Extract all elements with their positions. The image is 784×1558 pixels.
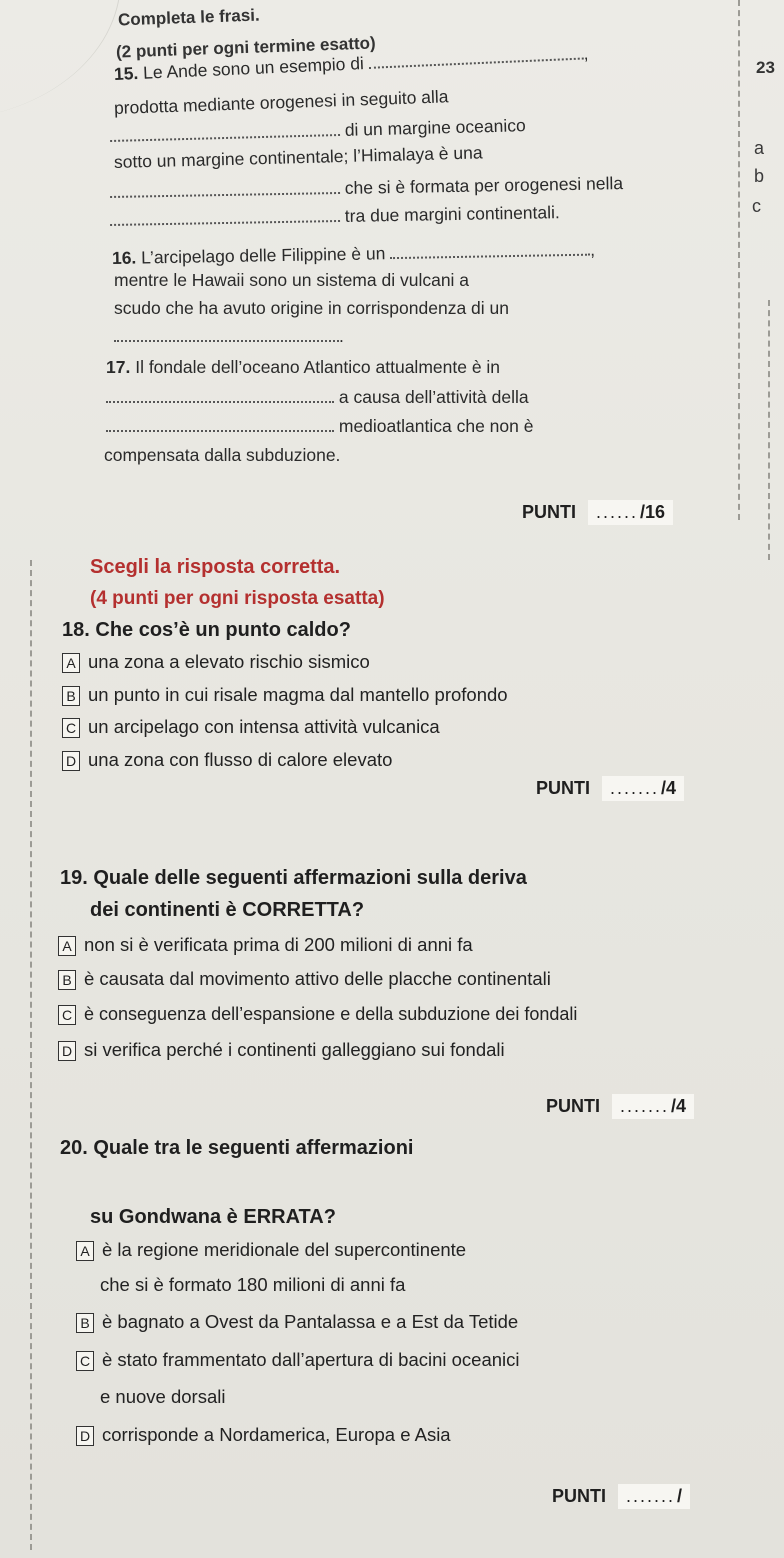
q18-option-d[interactable]: D una zona con flusso di calore elevato xyxy=(62,749,392,771)
q20-checkbox-c[interactable]: C xyxy=(76,1351,94,1371)
score-field[interactable]: ....... /4 xyxy=(612,1094,694,1119)
q18-option-b[interactable]: B un punto in cui risale magma dal mantello profondo xyxy=(62,684,508,706)
q20-option-c-cont: e nuove dorsali xyxy=(100,1386,226,1407)
q17-number: 17. xyxy=(106,357,131,377)
q16-line4: . xyxy=(114,326,344,347)
q16-text2: mentre le Hawaii sono un sistema di vulcani a xyxy=(114,270,470,290)
q19-number: 19. xyxy=(60,867,88,889)
q20-option-d[interactable]: D corrisponde a Nordamerica, Europa e Asia xyxy=(76,1424,451,1446)
q20-option-a[interactable]: A è la regione meridionale del supercontinente xyxy=(76,1239,466,1261)
q19-checkbox-b[interactable]: B xyxy=(58,970,76,990)
q19-option-c[interactable]: C è conseguenza dell’espansione e della subduzione dei fondali xyxy=(58,1004,577,1025)
score-label: PUNTI xyxy=(522,502,576,522)
margin-dashed-line-lower xyxy=(768,300,770,560)
q17-text1: Il fondale dell’oceano Atlantico attualmente è in xyxy=(135,357,501,377)
q19-checkbox-c[interactable]: C xyxy=(58,1005,76,1025)
q17-line1 xyxy=(106,357,500,378)
q19-option-d[interactable]: D si verifica perché i continenti galleggiano sui fondali xyxy=(58,1039,505,1061)
score-box-16 xyxy=(522,500,673,525)
left-dashed-line xyxy=(30,560,32,1550)
q17-line2 xyxy=(106,387,529,408)
side-mark-b: b xyxy=(754,166,765,186)
q20-checkbox-a[interactable]: A xyxy=(76,1241,94,1261)
q19-title-line1: 19. Quale delle seguenti affermazioni sulla deriva xyxy=(60,867,527,889)
q18-number: 18. xyxy=(62,619,90,641)
side-mark-c: c xyxy=(752,196,761,216)
q15-text2: prodotta mediante orogenesi in seguito alla xyxy=(113,86,449,118)
q19-title-line2: dei continenti è CORRETTA? xyxy=(90,899,365,921)
q20-option-b[interactable]: B è bagnato a Ovest da Pantalassa e a Est da Tetide xyxy=(76,1311,518,1333)
score-field[interactable]: ....... / xyxy=(618,1484,690,1509)
score-box-q20 xyxy=(552,1484,690,1509)
q16-blank-2[interactable] xyxy=(114,326,339,342)
q20-title-line2: su Gondwana è ERRATA? xyxy=(90,1206,336,1228)
choice-section-points-note: (4 punti per ogni risposta esatta) xyxy=(90,588,385,609)
choice-section-title: Scegli la risposta corretta. xyxy=(90,556,341,578)
score-box-q19 xyxy=(546,1094,694,1119)
q18-checkbox-a[interactable]: A xyxy=(62,653,80,673)
page-number: 23 xyxy=(756,58,775,77)
section-points-note: (2 punti per ogni termine esatto) xyxy=(115,33,376,62)
margin-dashed-line xyxy=(738,0,740,520)
q19-option-b[interactable]: B è causata dal movimento attivo delle placche continentali xyxy=(58,968,551,990)
q17-text2: a causa dell’attività della xyxy=(338,387,529,407)
q18-option-a[interactable]: A una zona a elevato rischio sismico xyxy=(62,651,370,673)
q15-number: 15. xyxy=(113,62,139,84)
page-edge-shadow xyxy=(0,0,121,120)
q20-checkbox-d[interactable]: D xyxy=(76,1426,94,1446)
q15-blank-1[interactable] xyxy=(368,44,583,69)
q15-text6: tra due margini continentali. xyxy=(344,202,560,226)
q15-line6 xyxy=(110,202,560,231)
q18-option-c[interactable]: C un arcipelago con intensa attività vulcanica xyxy=(62,716,440,738)
side-mark-a: a xyxy=(754,138,765,158)
q15-text5: che si è formata per orogenesi nella xyxy=(344,173,624,198)
q15-text4: sotto un margine continentale; l’Himalaya è una xyxy=(113,142,483,172)
q18-checkbox-d[interactable]: D xyxy=(62,751,80,771)
q17-line3 xyxy=(106,416,533,437)
q17-text4: compensata dalla subduzione. xyxy=(104,445,341,465)
score-field[interactable]: ....... /4 xyxy=(602,776,684,801)
q19-checkbox-d[interactable]: D xyxy=(58,1041,76,1061)
q19-checkbox-a[interactable]: A xyxy=(58,936,76,956)
q16-text3: scudo che ha avuto origine in corrispondenza di un xyxy=(114,298,509,318)
score-label: PUNTI xyxy=(552,1486,606,1506)
q15-line5 xyxy=(110,173,623,203)
q17-blank-1[interactable] xyxy=(106,387,334,403)
q18-title xyxy=(62,619,351,642)
q18-checkbox-c[interactable]: C xyxy=(62,718,80,738)
q20-checkbox-b[interactable]: B xyxy=(76,1313,94,1333)
q20-number: 20. xyxy=(60,1137,88,1159)
section-title: Completa le frasi. xyxy=(117,5,260,30)
q15-text1: Le Ande sono un esempio di xyxy=(142,53,365,83)
q16-number: 16. xyxy=(111,247,137,268)
score-label: PUNTI xyxy=(536,778,590,798)
q16-blank-1[interactable] xyxy=(390,240,590,259)
q17-blank-2[interactable] xyxy=(106,416,334,432)
q16-line1: 16. L’arcipelago delle Filippine è un , xyxy=(111,239,596,268)
q20-title-line1: 20. Quale tra le seguenti affermazioni xyxy=(60,1137,414,1159)
q15-line1: 15. Le Ande sono un esempio di , xyxy=(113,43,589,84)
score-field[interactable]: ...... /16 xyxy=(588,500,673,525)
q17-text3: medioatlantica che non è xyxy=(338,416,534,436)
q16-text1: L’arcipelago delle Filippine è un xyxy=(141,243,386,268)
q19-option-a[interactable]: A non si è verificata prima di 200 milioni di anni fa xyxy=(58,934,473,956)
q18-question: Che cos’è un punto caldo? xyxy=(95,619,351,641)
q15-blank-4[interactable] xyxy=(110,206,340,226)
q18-checkbox-b[interactable]: B xyxy=(62,686,80,706)
q15-blank-3[interactable] xyxy=(110,178,340,198)
score-box-q18 xyxy=(536,776,684,801)
q20-option-a-cont: che si è formato 180 milioni di anni fa xyxy=(100,1274,406,1295)
q15-blank-2[interactable] xyxy=(110,120,340,142)
q20-option-c[interactable]: C è stato frammentato dall’apertura di bacini oceanici xyxy=(76,1349,520,1371)
score-label: PUNTI xyxy=(546,1096,600,1116)
q15-text3: di un margine oceanico xyxy=(344,115,526,140)
